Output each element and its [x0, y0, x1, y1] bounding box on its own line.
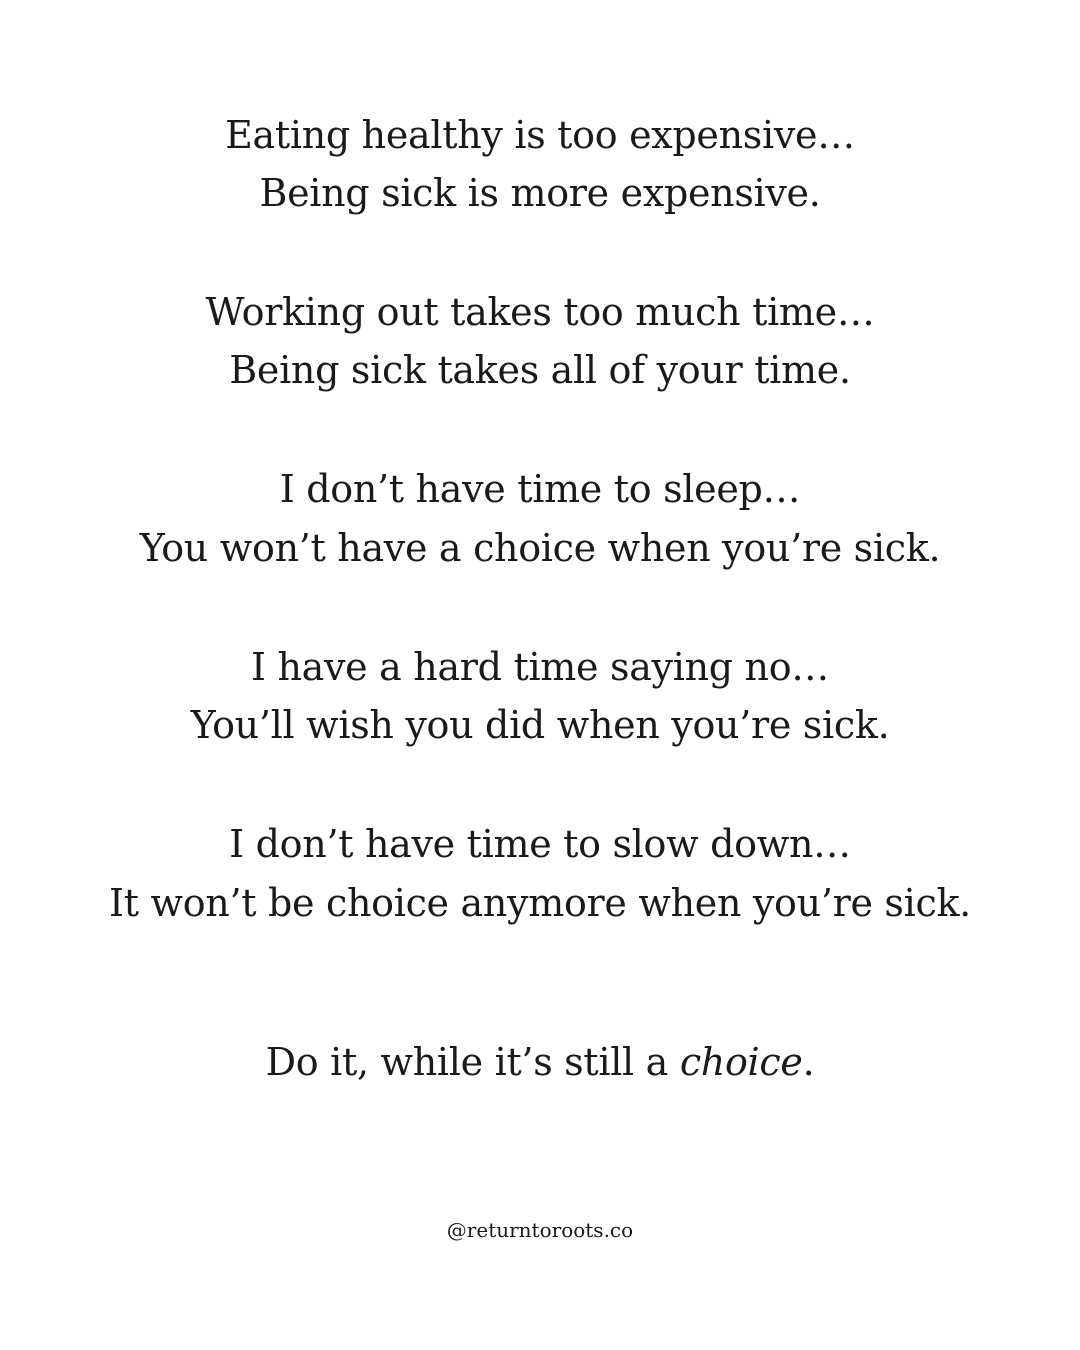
response-line-5: It won’t be choice anymore when you’re sick. — [109, 881, 971, 925]
closing-prefix: Do it, while it’s still a — [265, 1040, 680, 1084]
excuse-line-2: Working out takes too much time… — [205, 290, 875, 334]
response-line-1: Being sick is more expensive. — [259, 171, 821, 215]
closing-line — [40, 1040, 1040, 1084]
excuse-line-4: I have a hard time saying no… — [250, 645, 830, 689]
response-line-3: You won’t have a choice when you’re sick. — [139, 526, 941, 570]
closing-emphasis: choice — [679, 1040, 803, 1084]
excuse-line-1: Eating healthy is too expensive… — [225, 113, 855, 157]
excuse-line-5: I don’t have time to slow down… — [229, 822, 851, 866]
excuse-line-3: I don’t have time to sleep… — [279, 467, 801, 511]
social-handle: @returntoroots.co — [446, 1218, 634, 1242]
closing-suffix: . — [802, 1040, 815, 1084]
response-line-2: Being sick takes all of your time. — [229, 348, 851, 392]
response-line-4: You’ll wish you did when you’re sick. — [190, 703, 890, 747]
